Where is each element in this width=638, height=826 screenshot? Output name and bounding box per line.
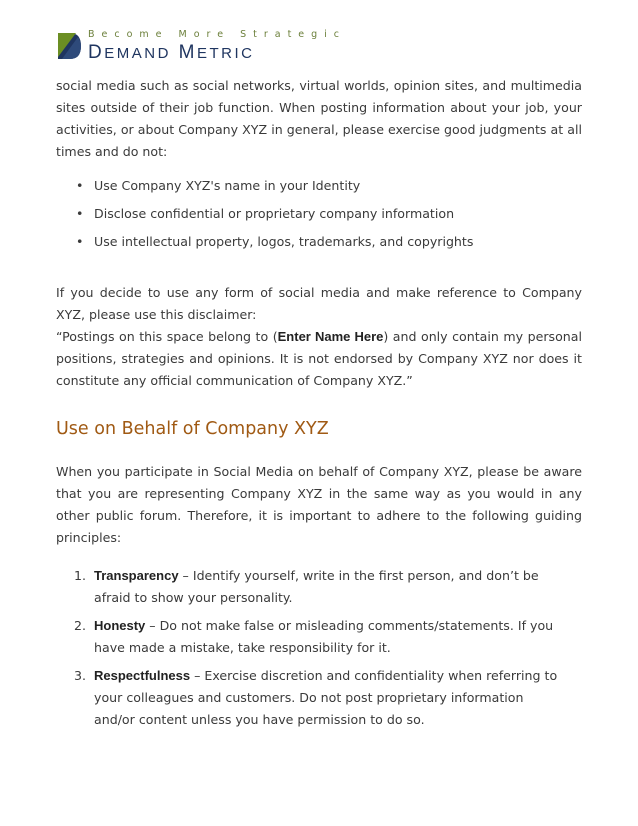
section-heading: Use on Behalf of Company XYZ: [56, 419, 329, 439]
list-item: • Use Company XYZ's name in your Identity: [56, 172, 582, 200]
restrictions-list: [56, 172, 582, 256]
list-number: 3.: [74, 668, 87, 683]
list-item: [56, 615, 582, 659]
list-number: 2.: [74, 618, 87, 633]
name-placeholder: Enter Name Here: [277, 329, 384, 344]
section-paragraph: When you participate in Social Media on behalf of Company XYZ, please be aware that you are representing Company XYZ in the same way as you would in any other public forum. Therefore, it is important to adhere to the following guiding principles:: [56, 464, 582, 545]
intro-paragraph: social media such as social networks, virtual worlds, opinion sites, and multimedia sites outside of their job function. When posting information about your job, your activities, or about Company XYZ in general, please exercise good judgments at all times and do not:: [56, 78, 582, 159]
demand-metric-logo-icon: [56, 31, 82, 61]
principle-term: Respectfulness: [94, 668, 191, 683]
disclaimer-quote: [56, 326, 582, 392]
disclaimer-intro: If you decide to use any form of social media and make reference to Company XYZ, please use this disclaimer:: [56, 285, 582, 322]
principles-list: [56, 565, 582, 731]
list-item: [56, 665, 582, 731]
principle-term: Transparency: [94, 568, 179, 583]
principle-text: – Identify yourself, write in the first person, and don’t be afraid to show your personality.: [94, 568, 539, 605]
list-item: • Use intellectual property, logos, trademarks, and copyrights: [56, 228, 582, 256]
logo-tagline: Become More Strategic: [88, 29, 347, 40]
list-item: • Disclose confidential or proprietary company information: [56, 200, 582, 228]
disclaimer-text-before: “Postings on this space belong to (: [56, 329, 278, 344]
list-number: 1.: [74, 568, 87, 583]
principle-term: Honesty: [94, 618, 146, 633]
list-item: [56, 565, 582, 609]
logo-brand-name: DEMAND METRIC: [88, 41, 255, 63]
company-logo: [56, 30, 346, 62]
principle-text: – Do not make false or misleading comments/statements. If you have made a mistake, take responsibility for it.: [94, 618, 554, 655]
principle-text: – Exercise discretion and confidentiality when referring to your colleagues and customers. Do not post proprietary information and/or content unless you have permission to do so.: [94, 668, 558, 727]
disclaimer-text-after: ) and only contain my personal positions, strategies and opinions. It is not endorsed by Company XYZ nor does it constitute any official communication of Company XYZ.”: [56, 329, 582, 388]
document-body: [56, 75, 582, 737]
